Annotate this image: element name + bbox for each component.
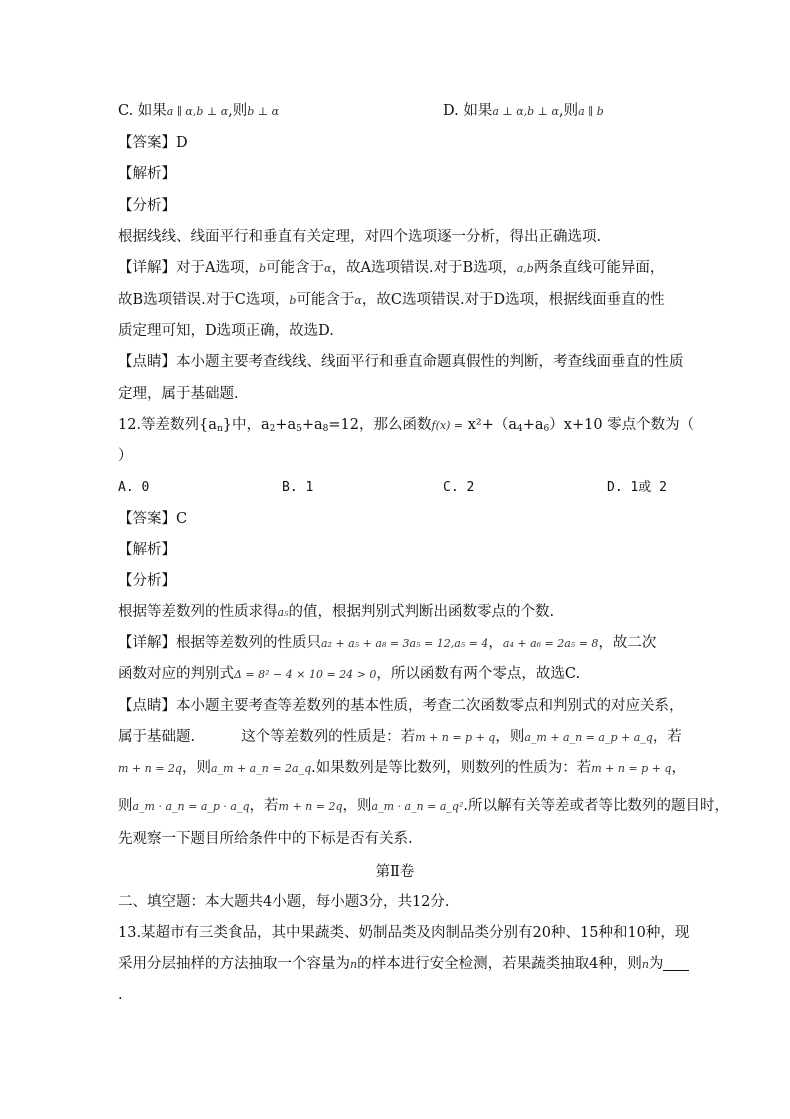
text-fragment: 根据等差数列的性质求得 xyxy=(118,604,278,620)
q12-jiexi-heading: 【解析】 xyxy=(118,542,176,558)
section-heading: 二、填空题：本大题共4小题，每小题3分，共12分. xyxy=(118,894,450,910)
option-label: C. 如果 xyxy=(118,103,167,119)
text-fragment: ，则 xyxy=(495,729,525,745)
q12-comment-line3 xyxy=(118,758,686,779)
q13-line2 xyxy=(118,954,689,975)
text-fragment: ，所以函数有两个零点，故选C. xyxy=(376,666,581,682)
subscript: n xyxy=(216,424,223,434)
text-fragment: ，若 xyxy=(652,729,682,745)
q12-fenxi-heading: 【分析】 xyxy=(118,573,176,589)
math-expression: a₄ + a₆ = 2a₅ = 8 xyxy=(502,637,599,650)
q11-jiexi-heading: 【解析】 xyxy=(118,166,176,182)
math-expression: a_m · a_n = a_p · a_q xyxy=(132,800,250,813)
q11-option-c xyxy=(118,101,279,122)
math-expression: a_m · a_n = a_q² xyxy=(371,800,464,813)
math-expression: a_m + a_n = a_p + a_q xyxy=(524,731,653,744)
text-fragment: ,则 xyxy=(558,103,579,119)
subscript: 8 xyxy=(322,424,329,434)
text-fragment: x²+（a xyxy=(463,417,517,433)
q12-option-a: A. 0 xyxy=(118,480,150,495)
text-fragment: ，若 xyxy=(249,798,279,814)
text-fragment: ，故A选项错误.对于B选项， xyxy=(331,260,517,276)
q13-line1: 13.某超市有三类食品，其中果蔬类、奶制品类及肉制品类分别有20种、15种和10种，现 xyxy=(118,925,690,941)
answer-blank xyxy=(663,956,689,971)
text-fragment: .如果数列是等比数列，则数列的性质为：若 xyxy=(311,760,592,776)
text-fragment: ，故C选项错误.对于D选项，根据线面垂直的性 xyxy=(361,292,665,308)
q11-fenxi-heading: 【分析】 xyxy=(118,198,176,214)
math-expression: m + n = p + q xyxy=(591,762,672,775)
option-label: D. 如果 xyxy=(443,103,493,119)
math-expression: b ⊥ α xyxy=(247,105,280,118)
math-expression: a ∥ b xyxy=(578,105,604,118)
q12-stem-close: ） xyxy=(118,448,133,464)
q11-analysis: 根据线线、线面平行和垂直有关定理，对四个选项逐一分析，得出正确选项. xyxy=(118,229,602,245)
text-fragment: 这个等差数列的性质是：若 xyxy=(241,729,416,745)
q11-option-d xyxy=(443,101,604,122)
math-expression: f(x) = xyxy=(431,419,464,432)
math-expression: m + n = 2q xyxy=(278,800,343,813)
math-expression: b xyxy=(289,294,297,307)
q12-stem xyxy=(118,415,694,439)
text-fragment: 为 xyxy=(648,956,664,972)
q12-option-b: B. 1 xyxy=(282,480,314,495)
math-expression: α xyxy=(324,262,332,275)
text-fragment: 函数对应的判别式 xyxy=(118,666,234,682)
q12-comment-line1: 【点睛】本小题主要考查等差数列的基本性质，考查二次函数零点和判别式的对应关系， xyxy=(118,698,684,714)
text-fragment: +a xyxy=(301,417,323,433)
q11-detail-line2 xyxy=(118,290,665,311)
text-fragment: 【详解】对于A选项， xyxy=(118,260,259,276)
subscript: 4 xyxy=(517,424,523,434)
q12-comment-line5: 先观察一下题目所给条件中的下标是否有关系. xyxy=(118,831,413,847)
q12-comment-line4 xyxy=(118,796,729,817)
text-fragment: 可能含于 xyxy=(266,260,325,276)
math-expression: n xyxy=(641,958,649,971)
text-fragment: 两条直线可能异面， xyxy=(533,260,665,276)
math-expression: a₅ xyxy=(277,606,289,619)
math-expression: m + n = p + q xyxy=(415,731,496,744)
q12-detail-line2 xyxy=(118,664,580,685)
subscript: 6 xyxy=(543,424,550,434)
math-expression: α xyxy=(354,294,362,307)
text-fragment: ，则 xyxy=(342,798,372,814)
text-fragment: +a xyxy=(275,417,297,433)
text-fragment: 可能含于 xyxy=(296,292,355,308)
q12-comment-line2 xyxy=(118,727,682,748)
text-fragment: .所以解有关等差或者等比数列的题目时， xyxy=(463,798,729,814)
q11-comment-line1: 【点睛】本小题主要考查线线、线面平行和垂直命题真假性的判断，考查线面垂直的性质 xyxy=(118,354,684,370)
text-fragment: 12.等差数列{a xyxy=(118,417,217,433)
text-fragment: +a xyxy=(522,417,544,433)
text-fragment: 采用分层抽样的方法抽取一个容量为 xyxy=(118,956,350,972)
math-expression: a_m + a_n = 2a_q xyxy=(210,762,312,775)
text-fragment: ）x+10 零点个数为（ xyxy=(549,417,695,433)
text-fragment: 的样本进行安全检测，若果蔬类抽取4种，则 xyxy=(357,956,642,972)
text-fragment: }中，a xyxy=(222,417,270,433)
q12-option-c: C. 2 xyxy=(443,480,475,495)
math-expression: m + n = 2q xyxy=(118,762,182,775)
q12-analysis xyxy=(118,602,554,623)
text-fragment: 属于基础题. xyxy=(118,729,196,745)
subscript: 2 xyxy=(269,424,276,434)
q11-answer: 【答案】D xyxy=(118,135,188,151)
text-fragment: ，故二次 xyxy=(598,635,657,651)
q11-detail-line3: 质定理可知，D选项正确，故选D. xyxy=(118,323,334,339)
q12-detail-line1 xyxy=(118,633,656,654)
q13-line3: . xyxy=(118,987,123,1003)
q11-detail-line1 xyxy=(118,258,664,279)
text-fragment: 故B选项错误.对于C选项， xyxy=(118,292,290,308)
math-expression: a ∥ α,b ⊥ α xyxy=(166,105,229,118)
math-expression: Δ = 8² − 4 × 10 = 24 > 0 xyxy=(234,668,377,681)
q12-answer: 【答案】C xyxy=(118,511,188,527)
math-expression: a ⊥ α,b ⊥ α xyxy=(492,105,559,118)
text-fragment: 的值，根据判别式判断出函数零点的个数. xyxy=(288,604,555,620)
q11-comment-line2: 定理，属于基础题. xyxy=(118,386,239,402)
subscript: 5 xyxy=(296,424,302,434)
text-fragment: ，则 xyxy=(181,760,211,776)
math-expression: n xyxy=(350,958,358,971)
text-fragment: =12，那么函数 xyxy=(328,417,432,433)
math-expression: a₂ + a₅ + a₈ = 3a₅ = 12,a₅ = 4 xyxy=(321,637,489,650)
text-fragment: ， xyxy=(488,635,503,651)
text-fragment: 则 xyxy=(118,798,133,814)
math-expression: b xyxy=(258,262,267,275)
q12-option-d: D. 1或 2 xyxy=(607,480,667,495)
section-title: 第Ⅱ卷 xyxy=(375,864,415,880)
text-fragment: ,则 xyxy=(228,103,248,119)
text-fragment: ， xyxy=(671,760,686,776)
math-expression: a,b xyxy=(516,262,534,275)
text-fragment: 【详解】根据等差数列的性质只 xyxy=(118,635,321,651)
